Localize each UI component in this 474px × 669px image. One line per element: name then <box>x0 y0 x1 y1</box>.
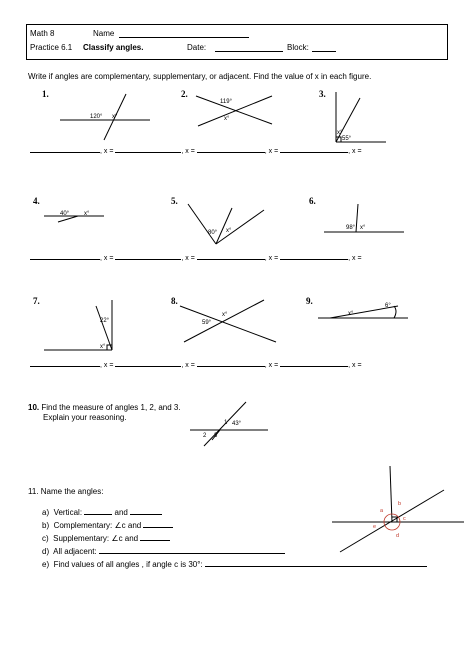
practice-number: Practice 6.1 <box>30 43 73 52</box>
figure-4-number: 4. <box>33 196 40 206</box>
angle-label: 3 <box>214 433 218 439</box>
angle-label: x° <box>84 211 90 217</box>
angle-label: 120° <box>90 114 103 120</box>
angle-label: 22° <box>100 318 110 324</box>
angle-label: x° <box>348 311 354 317</box>
angle-label: x° <box>360 225 366 231</box>
angle-label: 1 <box>224 420 228 426</box>
angle-label: 55° <box>342 136 352 142</box>
q11-item-d: d) All adjacent: <box>42 547 285 557</box>
figure-7-diagram <box>44 300 112 350</box>
q11-item-c: c) Supplementary: ∠c and <box>42 534 170 544</box>
figure-11-diagram <box>332 466 464 552</box>
angle-label: x° <box>112 114 118 120</box>
angle-label: a <box>380 508 384 514</box>
figure-4-diagram <box>44 216 104 222</box>
angle-label: 40° <box>60 211 70 217</box>
angle-label: x° <box>224 116 230 122</box>
answer-row-1: , x = , x = , x = , x = <box>30 146 362 156</box>
answer-blank[interactable] <box>84 508 112 515</box>
answer-row-2: , x = , x = , x = , x = <box>30 253 362 263</box>
figure-5-number: 5. <box>171 196 178 206</box>
answer-row-3: , x = , x = , x = , x = <box>30 360 362 370</box>
angle-label: 98° <box>346 225 356 231</box>
figure-8-diagram <box>180 300 276 342</box>
angle-label: d <box>396 533 400 539</box>
answer-blank[interactable] <box>205 560 427 567</box>
question-10-subtext: Explain your reasoning. <box>43 413 127 422</box>
angle-label: 80° <box>208 230 218 236</box>
figure-10-diagram <box>190 402 268 446</box>
course-label: Math 8 <box>30 29 55 38</box>
figure-9-number: 9. <box>306 296 313 306</box>
angle-label: b <box>398 501 402 507</box>
question-10-number: 10. <box>28 403 40 412</box>
angle-label: 2 <box>203 433 207 439</box>
q11-item-e: e) Find values of all angles , if angle c is 30°: <box>42 560 427 570</box>
figure-2-number: 2. <box>181 89 188 99</box>
answer-blank[interactable] <box>99 547 285 554</box>
answer-blank[interactable] <box>143 521 173 528</box>
figure-8-number: 8. <box>171 296 178 306</box>
instructions: Write if angles are complementary, supplementary, or adjacent. Find the value of x in each figure. <box>28 72 372 81</box>
figure-2-diagram <box>196 96 272 126</box>
name-label: Name <box>93 29 115 38</box>
figure-3-number: 3. <box>319 89 326 99</box>
figure-7-number: 7. <box>33 296 40 306</box>
angle-label: 119° <box>220 99 232 105</box>
angle-label: x° <box>226 228 232 234</box>
angle-label: 43° <box>232 421 242 427</box>
angle-label: x° <box>222 312 228 318</box>
question-11-title: Name the angles: <box>40 487 104 496</box>
question-10-text: Find the measure of angles 1, 2, and 3. <box>41 403 181 412</box>
question-11-number: 11. <box>28 487 39 496</box>
angle-label: e <box>373 524 377 530</box>
angle-label: x° <box>337 130 343 136</box>
angle-label: 59° <box>202 320 212 326</box>
date-label: Date: <box>187 43 207 52</box>
q11-item-b: b) Complementary: ∠c and <box>42 521 173 531</box>
answer-blank[interactable] <box>130 508 162 515</box>
practice-title: Classify angles. <box>83 43 144 52</box>
angle-label: c <box>403 516 406 522</box>
angle-label: 6° <box>385 303 391 309</box>
figure-6-number: 6. <box>309 196 316 206</box>
question-10 <box>28 403 181 413</box>
q11-item-a: a) Vertical: and <box>42 508 162 518</box>
figure-9-diagram <box>318 306 408 318</box>
answer-blank[interactable] <box>140 534 170 541</box>
block-label: Block: <box>287 43 309 52</box>
figure-3-diagram <box>336 92 386 142</box>
figure-1-diagram <box>60 94 150 140</box>
figure-1-number: 1. <box>42 89 49 99</box>
angle-label: x° <box>100 344 106 350</box>
question-11 <box>28 487 103 497</box>
figure-5-diagram <box>188 204 264 244</box>
